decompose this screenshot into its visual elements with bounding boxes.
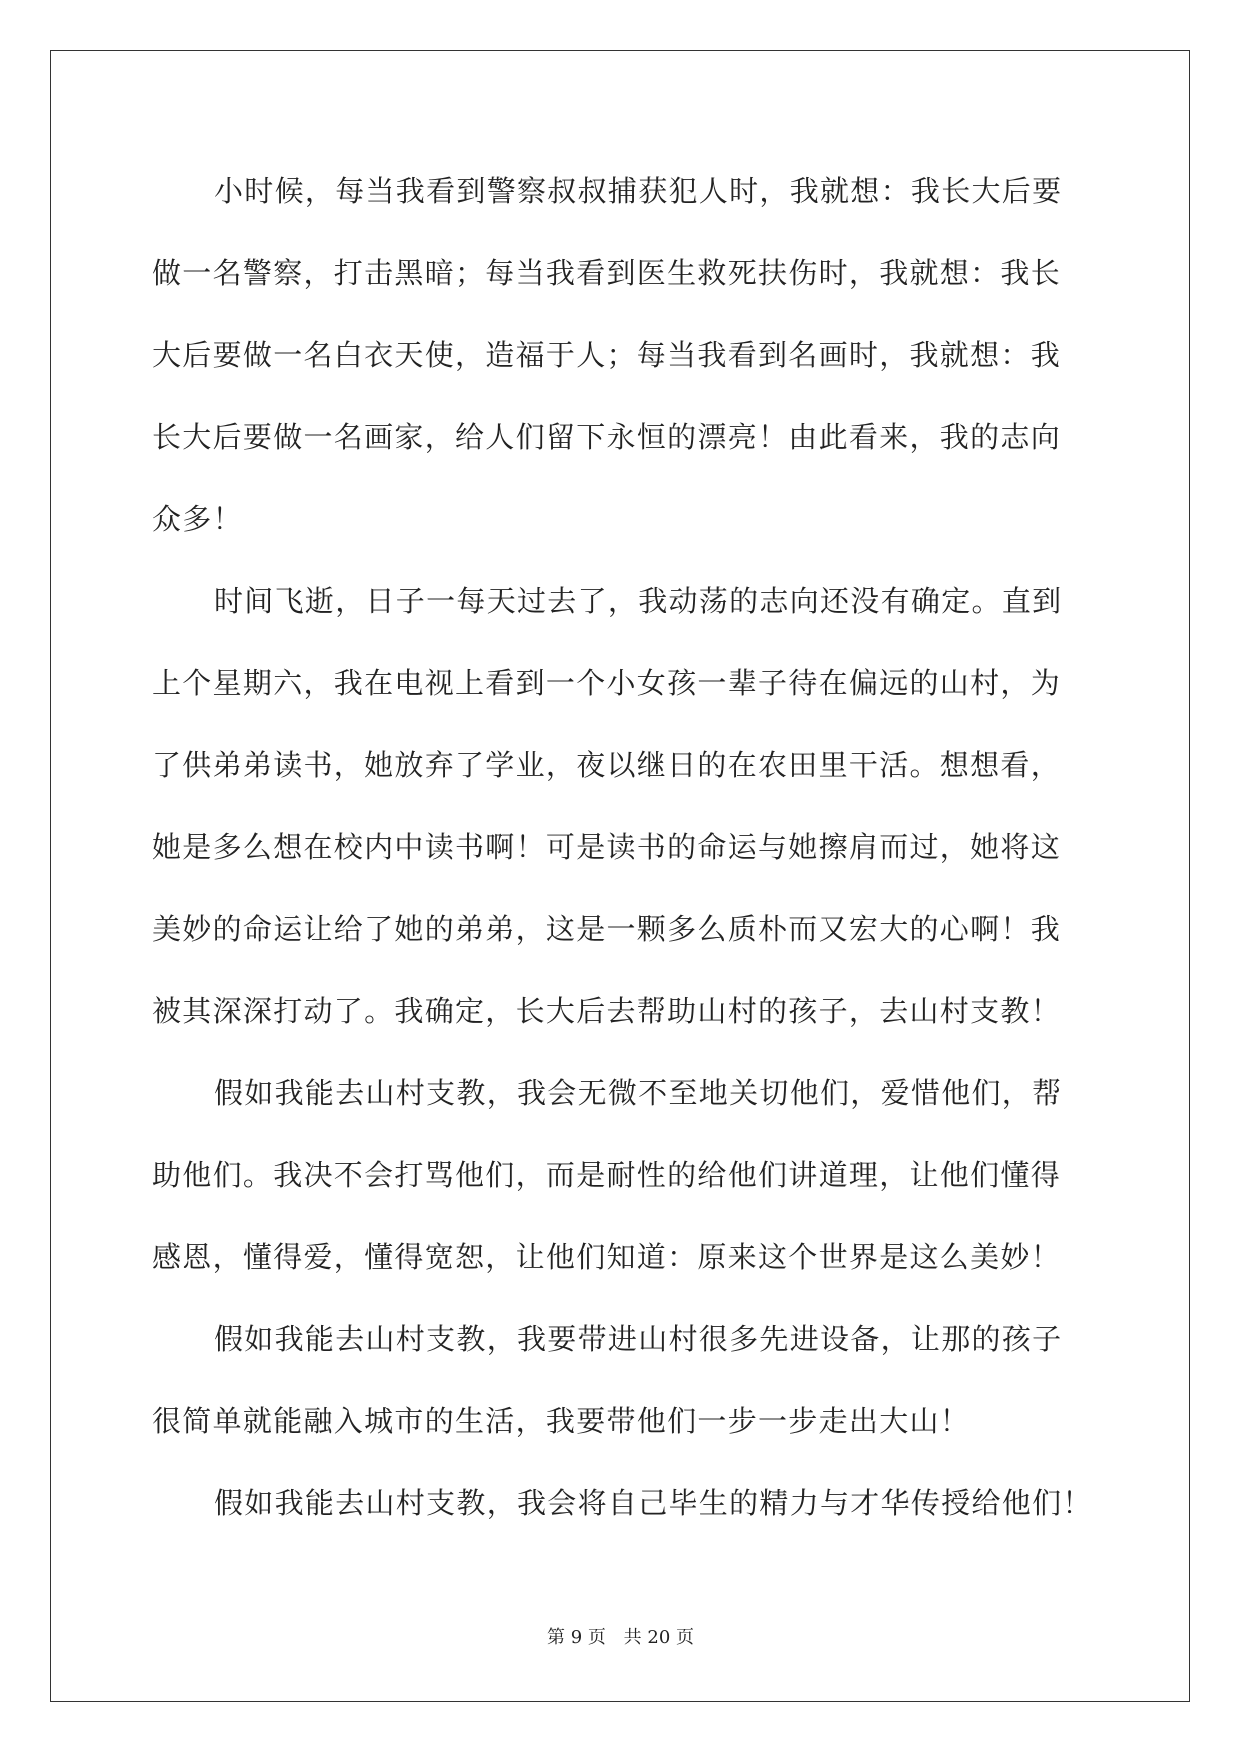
- text-line: 美妙的命运让给了她的弟弟，这是一颗多么质朴而又宏大的心啊！我: [152, 912, 1062, 946]
- text-line: 被其深深打动了。我确定，长大后去帮助山村的孩子，去山村支教！: [152, 994, 1062, 1028]
- text-line: 了供弟弟读书，她放弃了学业，夜以继日的在农田里干活。想想看，: [152, 748, 1062, 782]
- text-line: 假如我能去山村支教，我会无微不至地关切他们，爱惜他们，帮: [214, 1076, 1063, 1110]
- text-line: 大后要做一名白衣天使，造福于人；每当我看到名画时，我就想：我: [152, 338, 1062, 372]
- page-footer: [0, 1623, 1241, 1649]
- document-body: [152, 163, 1093, 1557]
- page-total: 共 20 页: [623, 1627, 694, 1648]
- text-line: 假如我能去山村支教，我会将自己毕生的精力与才华传授给他们！: [214, 1486, 1093, 1520]
- text-line: 众多！: [152, 502, 243, 536]
- text-line: 长大后要做一名画家，给人们留下永恒的漂亮！由此看来，我的志向: [152, 420, 1062, 454]
- page-number: 第 9 页: [547, 1627, 606, 1648]
- text-line: 假如我能去山村支教，我要带进山村很多先进设备，让那的孩子: [214, 1322, 1063, 1356]
- text-line: 做一名警察，打击黑暗；每当我看到医生救死扶伤时，我就想：我长: [152, 256, 1062, 290]
- text-line: 她是多么想在校内中读书啊！可是读书的命运与她擦肩而过，她将这: [152, 830, 1062, 864]
- text-line: 时间飞逝，日子一每天过去了，我动荡的志向还没有确定。直到: [214, 584, 1063, 618]
- text-line: 上个星期六，我在电视上看到一个小女孩一辈子待在偏远的山村，为: [152, 666, 1062, 700]
- text-line: 感恩，懂得爱，懂得宽恕，让他们知道：原来这个世界是这么美妙！: [152, 1240, 1062, 1274]
- text-line: 很简单就能融入城市的生活，我要带他们一步一步走出大山！: [152, 1404, 971, 1438]
- text-line: 小时候，每当我看到警察叔叔捕获犯人时，我就想：我长大后要: [214, 174, 1063, 208]
- text-line: 助他们。我决不会打骂他们，而是耐性的给他们讲道理，让他们懂得: [152, 1158, 1062, 1192]
